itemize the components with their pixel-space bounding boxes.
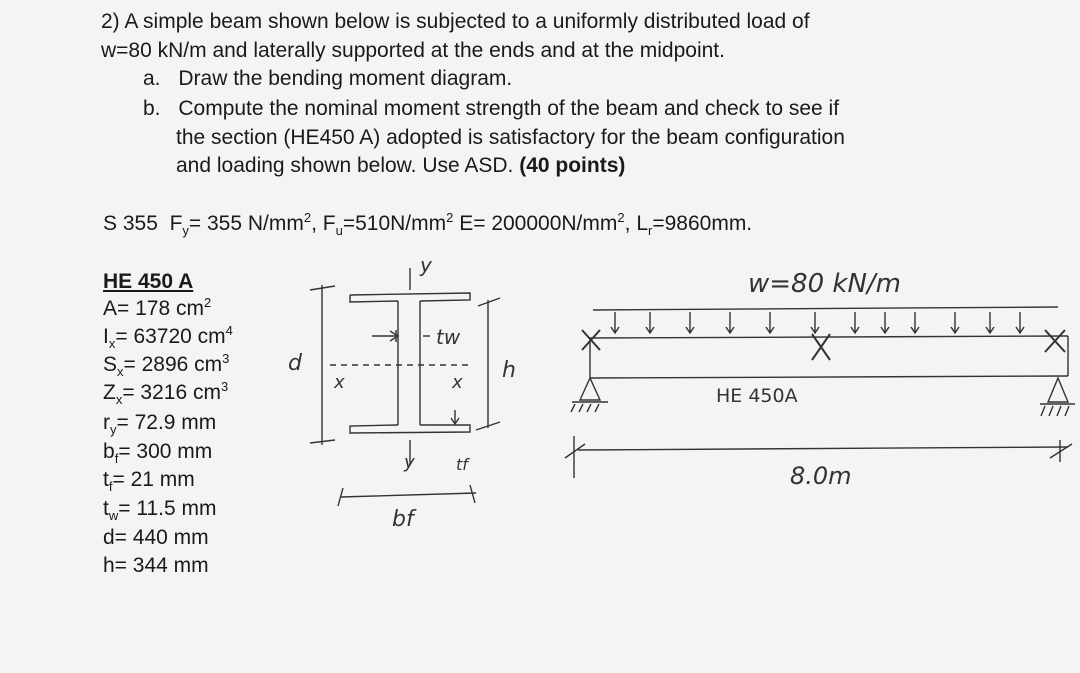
part-a-label: a. <box>143 67 161 90</box>
fy-end: , <box>311 212 317 235</box>
prop-bf-v: = 300 mm <box>118 440 213 463</box>
part-a-text: Draw the bending moment diagram. <box>178 67 513 90</box>
e-end: , <box>624 212 631 235</box>
sketch-y-axis: y <box>420 253 432 277</box>
sketch-tf: tf <box>456 455 468 474</box>
section-title: HE 450 A <box>103 270 194 293</box>
fy-label: F <box>169 212 183 235</box>
beam-load-label: w=80 kN/m <box>748 269 901 299</box>
prop-bf-l: b <box>103 440 115 463</box>
part-b-text-3: and loading shown below. Use ASD. <box>176 154 520 177</box>
prop-Sx-v: = 2896 cm <box>123 353 223 376</box>
lr-label: L <box>636 212 648 235</box>
prop-Ix-l: I <box>103 325 109 348</box>
problem-line-2: w=80 kN/m and laterally supported at the ends and at the midpoint. <box>101 39 725 62</box>
points: (40 points) <box>519 154 626 177</box>
beam-section-label: HE 450A <box>716 385 798 407</box>
prop-d: d= 440 mm <box>103 526 209 549</box>
prop-tf-v: = 21 mm <box>112 468 195 491</box>
prop-Ix-sup: 4 <box>225 323 233 338</box>
sketch-bf: bf <box>392 507 414 532</box>
fy-sub: y <box>182 223 189 239</box>
prop-Sx-l: S <box>103 353 118 376</box>
part-b-2: the section (HE450 A) adopted is satisfactory for the beam configuration <box>176 126 845 149</box>
prop-Zx-s: x <box>115 392 123 408</box>
sketch-x-right: x <box>452 372 463 393</box>
part-b-label: b. <box>143 97 161 120</box>
prop-tw-v: = 11.5 mm <box>118 497 217 520</box>
grade: S 355 <box>103 212 158 235</box>
sketch-d: d <box>288 351 302 376</box>
e-sup: 2 <box>617 210 625 225</box>
sketch-y-bottom: y <box>404 452 415 473</box>
prop-A-sup: 2 <box>203 295 212 310</box>
part-b-text-1: Compute the nominal moment strength of the beam and check to see if <box>178 97 840 120</box>
beam-diagram <box>565 307 1075 478</box>
e-val: E= 200000N/mm <box>453 212 618 235</box>
prop-Sx-s: x <box>117 364 124 380</box>
prop-Zx-v: = 3216 cm <box>122 381 221 404</box>
prop-tf-s: f <box>108 479 113 495</box>
prop-tw-l: t <box>103 497 109 520</box>
fu-sub: u <box>335 223 343 239</box>
prop-ry-v: = 72.9 mm <box>116 411 217 434</box>
fy-sup: 2 <box>303 210 312 225</box>
prop-Zx-l: Z <box>103 381 116 404</box>
prop-bf-s: f <box>114 451 119 467</box>
problem-text-1: A simple beam shown below is subjected to a uniformly distributed load of <box>124 10 810 33</box>
problem-number: 2) <box>101 10 120 33</box>
beam-span-label: 8.0m <box>790 462 852 490</box>
prop-Ix-s: x <box>108 336 116 352</box>
lr-sub: r <box>648 223 653 239</box>
prop-Sx-sup: 3 <box>222 351 230 366</box>
prop-tw-s: w <box>108 508 119 524</box>
lr-val: =9860mm. <box>652 212 753 235</box>
fu-sup: 2 <box>446 210 454 225</box>
prop-ry-l: r <box>103 411 110 434</box>
prop-A-text: A= 178 cm <box>103 297 204 320</box>
load-arrows <box>611 312 1024 333</box>
sketch-tw: tw <box>436 325 461 349</box>
prop-Zx-sup: 3 <box>220 379 229 394</box>
fy-val: = 355 N/mm <box>188 212 304 235</box>
prop-Ix-v: = 63720 cm <box>115 325 226 348</box>
sketch-h: h <box>502 358 516 383</box>
fu-label: F <box>322 212 336 235</box>
prop-ry-s: y <box>110 422 117 438</box>
prop-tf-l: t <box>103 468 109 491</box>
sketch-x-left: x <box>334 372 345 393</box>
prop-h: h= 344 mm <box>103 554 209 577</box>
fu-val: =510N/mm <box>342 212 447 235</box>
